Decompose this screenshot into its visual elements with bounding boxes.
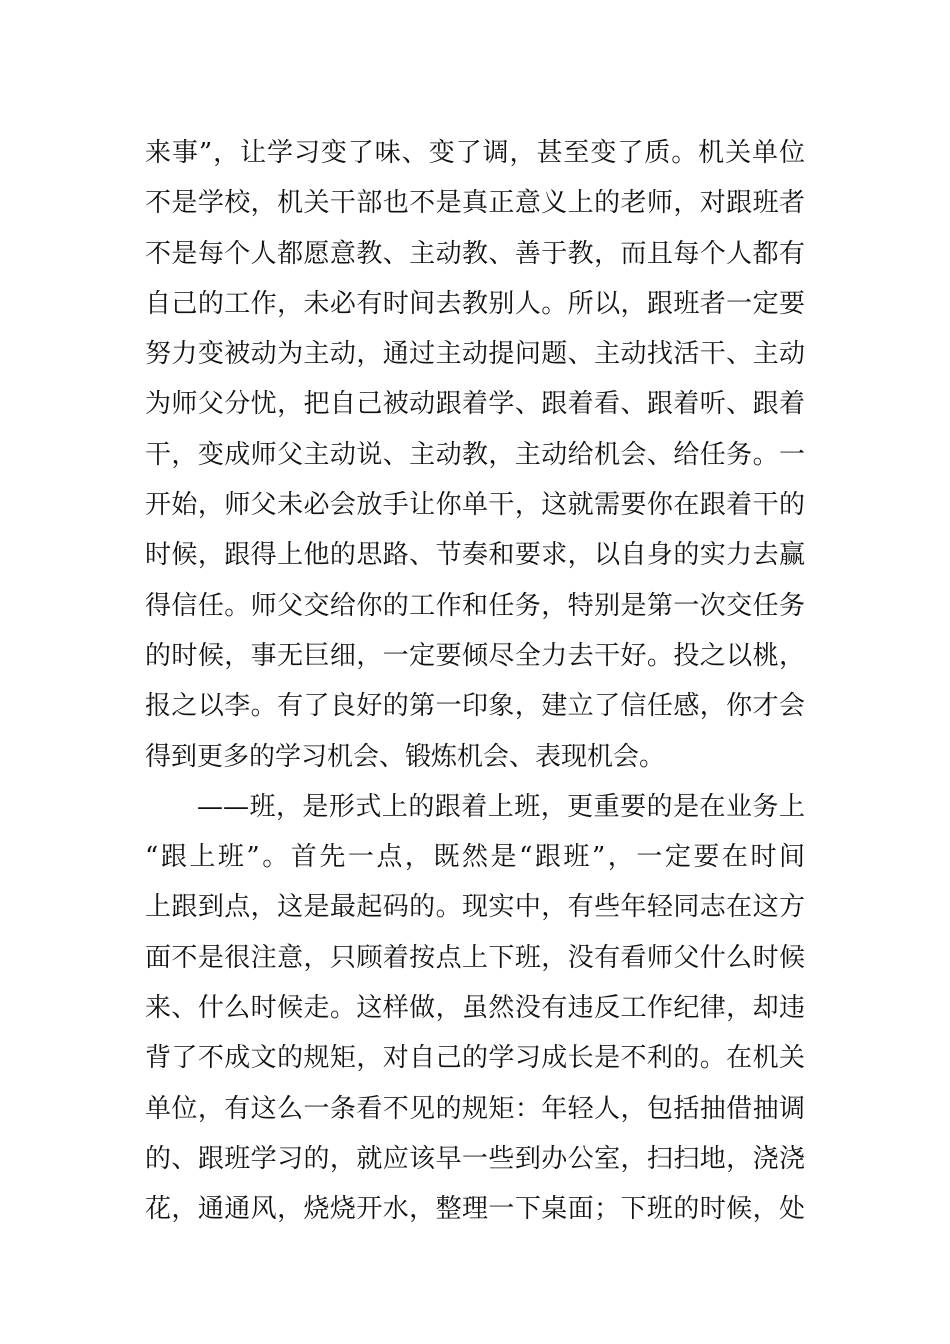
text-line: 单位，有这么一条看不见的规矩：年轻人，包括抽借抽调 xyxy=(145,1093,805,1124)
text-line: 报之以李。有了良好的第一印象，建立了信任感，你才会 xyxy=(145,691,805,722)
text-line: 的时候，事无巨细，一定要倾尽全力去干好。投之以桃， xyxy=(145,640,805,671)
text-line: 努力变被动为主动，通过主动提问题、主动找活干、主动 xyxy=(145,339,805,370)
text-line: 时候，跟得上他的思路、节奏和要求，以自身的实力去赢 xyxy=(145,540,805,571)
text-line: 不是每个人都愿意教、主动教、善于教，而且每个人都有 xyxy=(145,238,805,269)
text-line: 的、跟班学习的，就应该早一些到办公室，扫扫地，浇浇 xyxy=(145,1143,805,1174)
text-line: 来、什么时候走。这样做，虽然没有违反工作纪律，却违 xyxy=(145,993,805,1024)
text-line: 开始，师父未必会放手让你单干，这就需要你在跟着干的 xyxy=(145,490,805,521)
text-line: ——班，是形式上的跟着上班，更重要的是在业务上 xyxy=(197,791,805,822)
text-line: 得信任。师父交给你的工作和任务，特别是第一次交任务 xyxy=(145,590,805,621)
text-line: 得到更多的学习机会、锻炼机会、表现机会。 xyxy=(145,741,666,772)
text-line: 背了不成文的规矩，对自己的学习成长是不利的。在机关 xyxy=(145,1043,805,1074)
text-line: 自己的工作，未必有时间去教别人。所以，跟班者一定要 xyxy=(145,288,805,319)
text-line: 花，通通风，烧烧开水，整理一下桌面；下班的时候，处 xyxy=(145,1194,805,1225)
text-line: 面不是很注意，只顾着按点上下班，没有看师父什么时候 xyxy=(145,942,805,973)
text-line: 干，变成师父主动说、主动教，主动给机会、给任务。一 xyxy=(145,439,805,470)
body-text xyxy=(145,128,805,1235)
text-line: 上跟到点，这是最起码的。现实中，有些年轻同志在这方 xyxy=(145,892,805,923)
text-line: 来事”，让学习变了味、变了调，甚至变了质。机关单位 xyxy=(145,138,805,168)
text-line: “跟上班”。首先一点，既然是“跟班”，一定要在时间 xyxy=(145,842,805,873)
text-line: 不是学校，机关干部也不是真正意义上的老师，对跟班者 xyxy=(145,188,805,219)
text-line: 为师父分忧，把自己被动跟着学、跟着看、跟着听、跟着 xyxy=(145,389,805,420)
